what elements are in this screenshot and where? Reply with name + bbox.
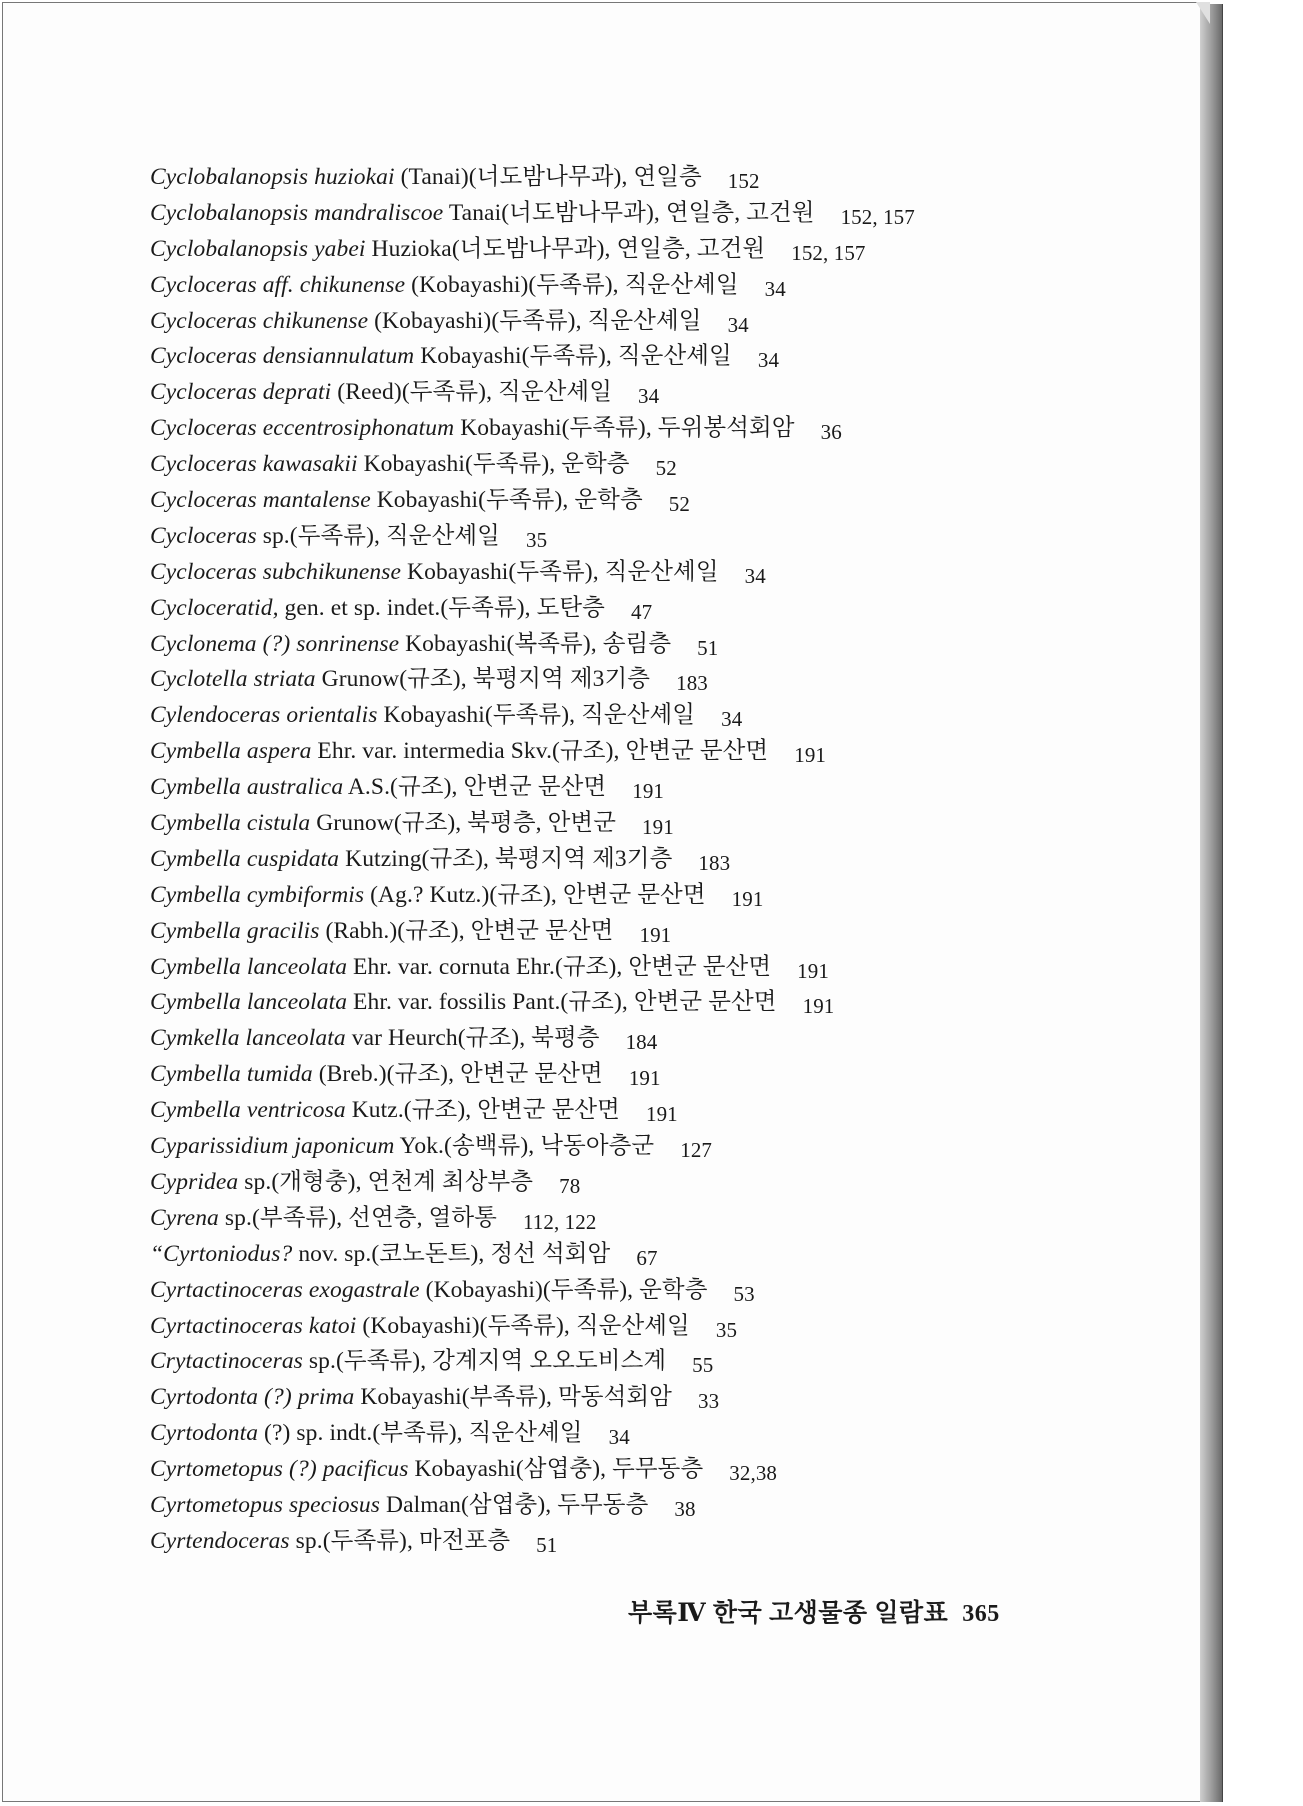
page-reference: 35	[525, 527, 548, 552]
page-reference: 152, 157	[840, 204, 915, 229]
author-taxon-locality: Kutzing(규조), 북평지역 제3기층	[345, 845, 673, 872]
genus-name: Cycloceras	[150, 415, 257, 442]
page-reference: 34	[764, 276, 786, 301]
page-reference: 36	[820, 420, 842, 445]
species-name: (?) pacificus	[289, 1456, 409, 1483]
index-entry	[150, 662, 915, 698]
page-reference: 183	[676, 671, 708, 696]
index-entry	[150, 985, 915, 1021]
species-name: speciosus	[289, 1491, 381, 1518]
genus-name: Cycloceras	[150, 307, 257, 334]
author-taxon-locality: Dalman(삼엽충), 두무동층	[386, 1491, 649, 1518]
page-reference: 53	[733, 1281, 755, 1306]
page-reference: 34	[744, 563, 766, 588]
species-name: tumida	[246, 1061, 313, 1088]
author-taxon-locality: sp.(부족류), 선연층, 열하통	[224, 1204, 497, 1231]
species-name: yabei	[314, 235, 366, 262]
page-reference: 191	[632, 779, 665, 804]
index-entry	[150, 806, 915, 842]
author-taxon-locality: sp.(두족류), 강계지역 오오도비스계	[308, 1348, 667, 1375]
species-name: lanceolata	[246, 953, 348, 980]
genus-name: Cymbella	[150, 738, 241, 765]
page-reference: 52	[655, 456, 677, 481]
index-entry	[150, 268, 915, 304]
page-reference: 191	[802, 994, 835, 1019]
page-edge-shadow	[1200, 4, 1223, 1802]
species-name: (?) sonrinense	[262, 630, 400, 657]
index-entry	[150, 1237, 915, 1273]
species-name: mandraliscoe	[314, 199, 444, 226]
index-entry	[150, 1309, 915, 1345]
page-reference: 35	[715, 1317, 738, 1342]
page-reference: 184	[625, 1030, 658, 1055]
species-name: ventricosa	[246, 1097, 346, 1124]
page-reference: 34	[608, 1425, 630, 1450]
author-taxon-locality: (Kobayashi)(두족류), 직운산셰일	[374, 307, 702, 334]
page-reference: 34	[727, 312, 749, 337]
species-name: subchikunense	[262, 558, 402, 585]
genus-name: Cyclonema	[150, 630, 257, 657]
author-taxon-locality: Ehr. var. cornuta Ehr.(규조), 안변군 문산면	[353, 953, 772, 980]
index-entry	[150, 447, 915, 483]
species-name: huziokai	[314, 164, 395, 190]
page-reference: 152, 157	[791, 240, 866, 265]
index-entry	[150, 375, 915, 411]
page-reference: 51	[697, 635, 719, 660]
page-reference: 191	[645, 1102, 678, 1127]
species-name: cymbiformis	[246, 881, 365, 908]
genus-name: Cycloceras	[150, 522, 257, 549]
index-entry	[150, 1021, 915, 1057]
genus-name: Cycloceras	[150, 487, 257, 514]
species-name: cuspidata	[246, 845, 340, 872]
page-reference: 191	[797, 958, 829, 983]
author-taxon-locality: Kobayashi(두족류), 두위봉석회암	[460, 415, 795, 442]
genus-name: Cymbella	[150, 1097, 241, 1124]
genus-name: Cymbella	[150, 774, 241, 801]
index-entry	[150, 339, 915, 375]
species-name: eccentrosiphonatum	[262, 415, 455, 442]
index-entry	[150, 950, 915, 986]
author-taxon-locality: sp.(두족류), 직운산셰일	[262, 522, 500, 549]
index-entry	[150, 627, 915, 663]
page-reference: 191	[639, 922, 672, 947]
genus-name: Cymkella	[150, 1025, 240, 1052]
species-name: deprati	[262, 379, 332, 406]
species-index-list	[150, 160, 915, 1560]
genus-name: Cyrtodonta	[150, 1420, 259, 1447]
index-entry	[150, 160, 915, 196]
genus-name: Cymbella	[150, 810, 241, 837]
page-reference: 34	[721, 707, 743, 732]
page-reference: 191	[731, 886, 764, 911]
genus-name: Cymbella	[150, 1061, 241, 1088]
author-taxon-locality: Ehr. var. intermedia Skv.(규조), 안변군 문산면	[317, 738, 769, 765]
genus-name: Cycloceras	[150, 343, 257, 370]
genus-name: Cyclobalanopsis	[150, 164, 309, 190]
species-name: striata	[253, 666, 316, 693]
page-reference: 191	[628, 1066, 661, 1091]
genus-name: Cyrtactinoceras	[150, 1276, 303, 1303]
genus-name: “Cyrtoniodus?	[150, 1240, 293, 1267]
author-taxon-locality: sp.(개형충), 연천계 최상부층	[244, 1168, 534, 1195]
page-reference: 127	[680, 1138, 713, 1163]
author-taxon-locality: Kutz.(규조), 안변군 문산면	[351, 1097, 620, 1124]
author-taxon-locality: Grunow(규조), 북평층, 안변군	[316, 810, 616, 837]
species-name: aff. chikunense	[262, 271, 406, 298]
author-taxon-locality: (Tanai)(너도밤나무과), 연일층	[400, 164, 702, 190]
index-entry	[150, 1057, 915, 1093]
page-reference: 34	[638, 384, 660, 409]
genus-name: Cyclobalanopsis	[150, 235, 309, 262]
genus-name: Cymbella	[150, 917, 241, 944]
species-name: lanceolata	[245, 1025, 346, 1052]
genus-name: Cyrtometopus	[150, 1491, 284, 1518]
author-taxon-locality: Yok.(송백류), 낙동아층군	[399, 1133, 655, 1160]
species-name: gracilis	[246, 917, 320, 944]
author-taxon-locality: Kobayashi(복족류), 송림층	[405, 630, 672, 657]
genus-name: Cycloceras	[150, 451, 257, 478]
genus-name: Cyrtactinoceras	[150, 1312, 303, 1339]
genus-name: Cymbella	[150, 989, 241, 1016]
genus-name: Cylendoceras	[150, 702, 281, 729]
index-entry	[150, 1201, 915, 1237]
species-name: (?) prima	[264, 1384, 355, 1411]
genus-name: Cyrtometopus	[150, 1456, 284, 1483]
author-taxon-locality: Grunow(규조), 북평지역 제3기층	[321, 666, 651, 693]
page-reference: 51	[536, 1532, 558, 1557]
index-entry	[150, 698, 915, 734]
page-reference: 191	[642, 815, 674, 840]
index-entry	[150, 878, 915, 914]
author-taxon-locality: Huzioka(너도밤나무과), 연일층, 고건원	[371, 235, 766, 262]
index-entry	[150, 842, 915, 878]
genus-name: Cyclotella	[150, 666, 248, 693]
genus-name: Cyparissidium	[150, 1133, 289, 1160]
genus-name: Cyclobalanopsis	[150, 199, 309, 226]
author-taxon-locality: Ehr. var. fossilis Pant.(규조), 안변군 문산면	[353, 989, 777, 1016]
author-taxon-locality: Kobayashi(두족류), 직운산셰일	[383, 702, 696, 729]
author-taxon-locality: Kobayashi(두족류), 직운산셰일	[420, 343, 732, 370]
page-corner	[1196, 2, 1210, 24]
page-reference: 78	[559, 1173, 581, 1198]
index-entry	[150, 196, 915, 232]
page-reference: 52	[668, 492, 690, 517]
genus-name: Cymbella	[150, 881, 241, 908]
running-footer	[628, 1593, 1000, 1629]
species-name: katoi	[308, 1312, 357, 1339]
species-name: orientalis	[286, 702, 378, 729]
species-name: chikunense	[262, 307, 369, 334]
species-name: cistula	[246, 810, 311, 837]
page-reference: 183	[698, 850, 731, 875]
species-name: aspera	[246, 738, 312, 765]
genus-name: Cyrena	[150, 1204, 219, 1231]
author-taxon-locality: Kobayashi(두족류), 운학층	[376, 487, 643, 514]
page-reference: 55	[692, 1353, 714, 1378]
genus-name: Cycloceras	[150, 558, 257, 585]
genus-name: Cycloceras	[150, 379, 257, 406]
index-entry	[150, 555, 915, 591]
index-entry	[150, 519, 915, 555]
species-name: australica	[246, 774, 344, 801]
author-taxon-locality: sp.(두족류), 마전포층	[295, 1527, 511, 1554]
author-taxon-locality: var Heurch(규조), 북평층	[351, 1025, 600, 1052]
page-reference: 34	[757, 348, 780, 373]
species-name: lanceolata	[246, 989, 348, 1016]
index-entry	[150, 1344, 915, 1380]
author-taxon-locality: A.S.(규조), 안변군 문산면	[347, 774, 607, 801]
genus-name: Cymbella	[150, 953, 241, 980]
genus-name: Cyrtodonta	[150, 1384, 259, 1411]
species-name: mantalense	[262, 487, 371, 514]
page-reference: 32,38	[729, 1461, 778, 1486]
index-entry	[150, 591, 915, 627]
genus-name: Crytactinoceras	[150, 1348, 303, 1375]
author-taxon-locality: (Kobayashi)(두족류), 운학층	[425, 1276, 708, 1303]
species-name: exogastrale	[308, 1276, 420, 1303]
index-entry	[150, 1488, 915, 1524]
genus-name: Cypridea	[150, 1168, 239, 1195]
index-entry	[150, 1380, 915, 1416]
index-entry	[150, 304, 915, 340]
footer-title: 부록Ⅳ 한국 고생물종 일람표	[628, 1600, 949, 1627]
genus-name: Cyrtendoceras	[150, 1527, 290, 1554]
author-taxon-locality: (?) sp. indt.(부족류), 직운산셰일	[264, 1420, 583, 1447]
author-taxon-locality: Kobayashi(두족류), 운학층	[363, 451, 630, 478]
index-entry	[150, 1273, 915, 1309]
page-reference: 152	[727, 169, 760, 193]
author-taxon-locality: (Ag.? Kutz.)(규조), 안변군 문산면	[370, 881, 706, 908]
genus-name: Cymbella	[150, 845, 241, 872]
index-entry	[150, 1452, 915, 1488]
species-name: kawasakii	[262, 451, 358, 478]
page-reference: 47	[630, 599, 653, 624]
species-name: japonicum	[294, 1133, 395, 1160]
index-entry	[150, 232, 915, 268]
genus-name: Cycloceratid,	[150, 594, 279, 621]
page-reference: 112, 122	[522, 1209, 597, 1234]
author-taxon-locality: Kobayashi(두족류), 직운산셰일	[407, 558, 719, 585]
index-entry	[150, 1524, 915, 1560]
genus-name: Cycloceras	[150, 271, 257, 298]
author-taxon-locality: (Reed)(두족류), 직운산셰일	[337, 379, 613, 406]
index-entry	[150, 411, 915, 447]
index-entry	[150, 914, 915, 950]
author-taxon-locality: Kobayashi(삼엽충), 두무동층	[414, 1456, 704, 1483]
author-taxon-locality: (Breb.)(규조), 안변군 문산면	[318, 1061, 603, 1088]
index-entry	[150, 770, 915, 806]
index-entry	[150, 734, 915, 770]
author-taxon-locality: nov. sp.(코노돈트), 정선 석회암	[298, 1240, 611, 1267]
page-reference: 33	[697, 1389, 720, 1414]
index-entry	[150, 1416, 915, 1452]
page-number: 365	[962, 1601, 1000, 1627]
author-taxon-locality: (Kobayashi)(두족류), 직운산셰일	[411, 271, 739, 298]
author-taxon-locality: Kobayashi(부족류), 막동석회암	[360, 1384, 672, 1411]
index-entry	[150, 1165, 915, 1201]
author-taxon-locality: (Rabh.)(규조), 안변군 문산면	[325, 917, 614, 944]
index-entry	[150, 483, 915, 519]
page-reference: 67	[636, 1245, 658, 1270]
page-reference: 38	[674, 1496, 696, 1521]
page-reference: 191	[794, 743, 827, 768]
author-taxon-locality: Tanai(너도밤나무과), 연일층, 고건원	[448, 199, 815, 226]
index-entry	[150, 1093, 915, 1129]
species-name: densiannulatum	[262, 343, 415, 370]
author-taxon-locality: (Kobayashi)(두족류), 직운산셰일	[362, 1312, 690, 1339]
author-taxon-locality: gen. et sp. indet.(두족류), 도탄층	[284, 594, 605, 621]
index-entry	[150, 1129, 915, 1165]
